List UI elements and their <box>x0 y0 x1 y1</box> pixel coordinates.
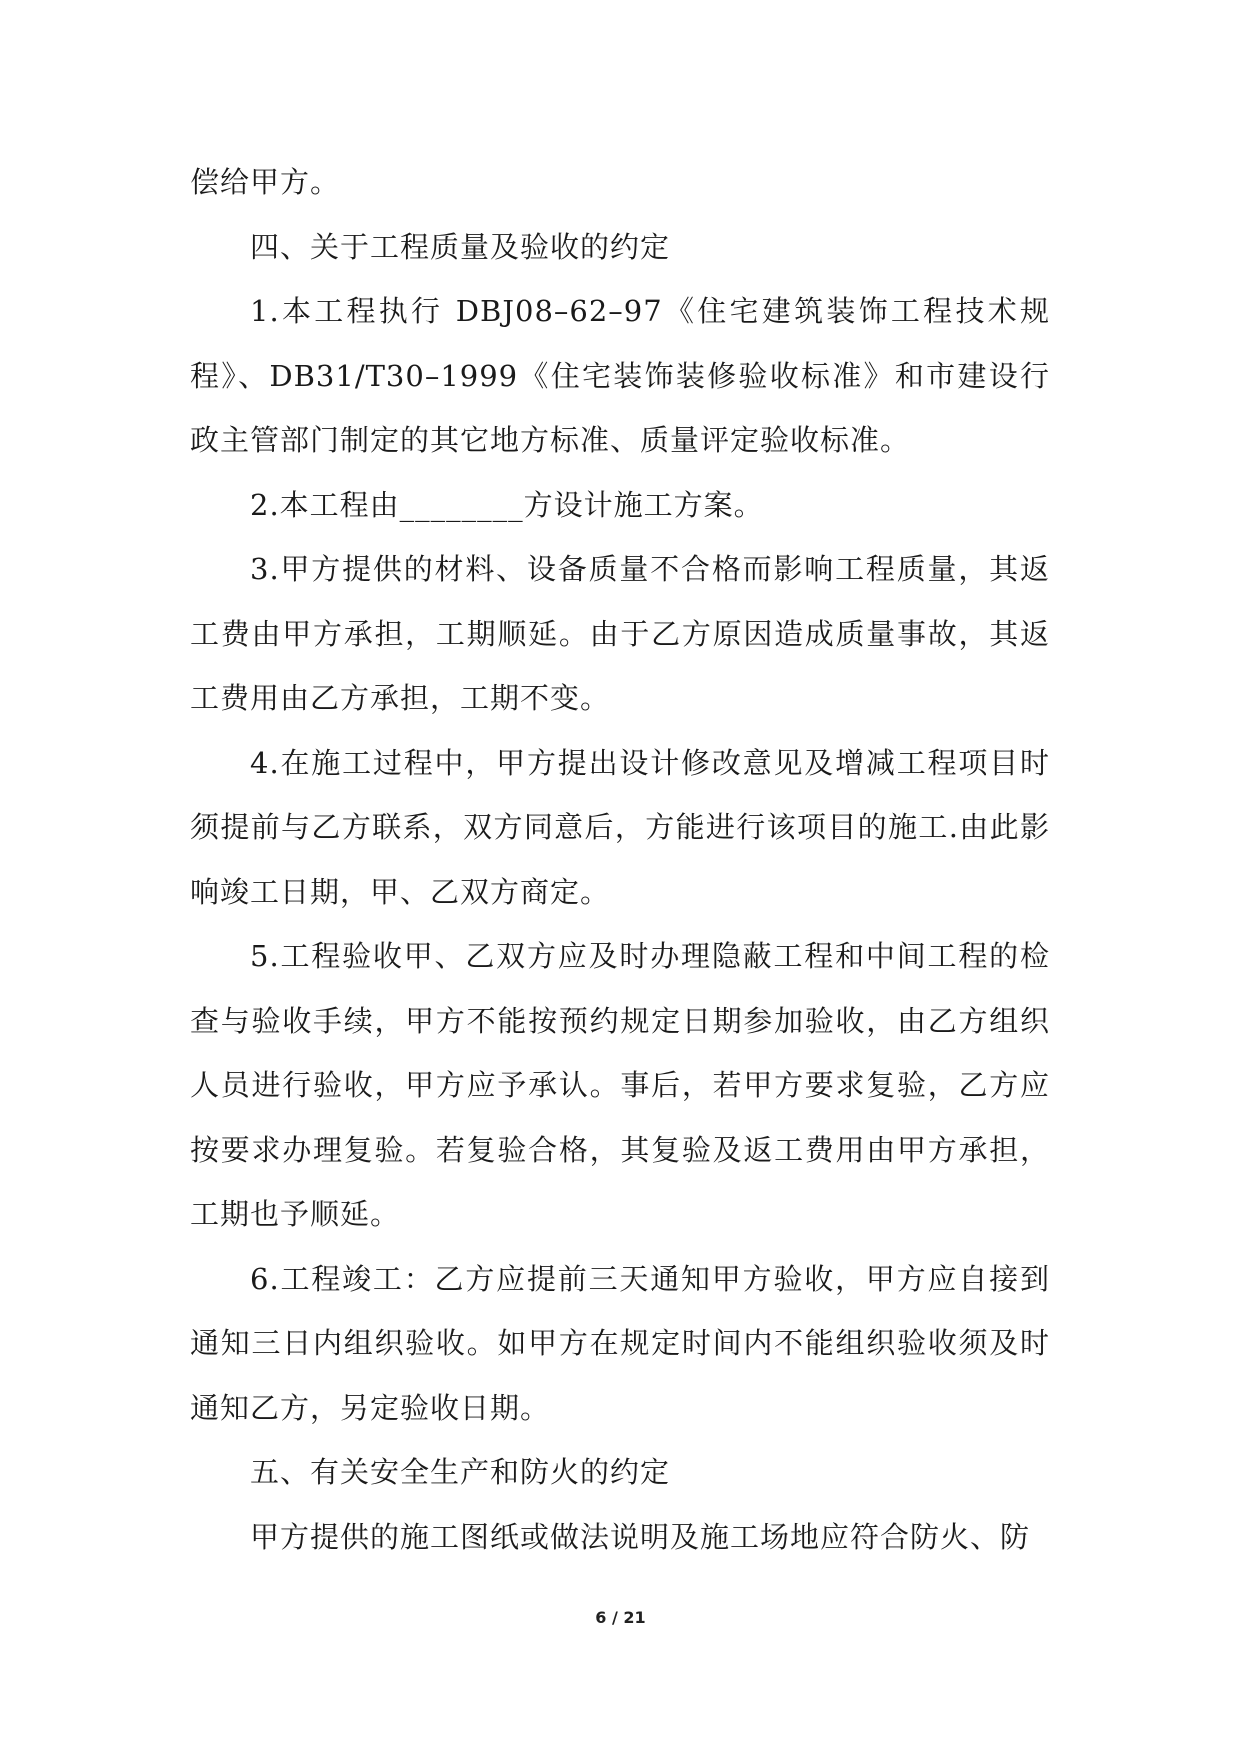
page-number: 6 / 21 <box>595 1608 646 1627</box>
clause-2-design-party: 2.本工程由________方设计施工方案。 <box>250 487 764 522</box>
clause-5-inspection: 5.工程验收甲、乙双方应及时办理隐蔽工程和中间工程的检查与验收手续，甲方不能按预约规定日期参加验收，由乙方组织人员进行验收，甲方应予承认。事后，若甲方要求复验，乙方应按要求办理复验。若复验合格，其复验及返工费用由甲方承担，工期也予顺延。 <box>190 939 1050 1231</box>
section-heading-quality-acceptance: 四、关于工程质量及验收的约定 <box>250 229 671 264</box>
document-body <box>190 150 1050 1569</box>
section-heading-safety-fire: 五、有关安全生产和防火的约定 <box>250 1455 671 1489</box>
paragraph-continuation: 偿给甲方。 <box>190 165 341 199</box>
clause-3-material-quality: 3.甲方提供的材料、设备质量不合格而影响工程质量，其返工费由甲方承担，工期顺延。由于乙方原因造成质量事故，其返工费用由乙方承担，工期不变。 <box>190 552 1050 715</box>
clause-4-design-changes: 4.在施工过程中，甲方提出设计修改意见及增减工程项目时须提前与乙方联系，双方同意后，方能进行该项目的施工.由此影响竣工日期，甲、乙双方商定。 <box>190 745 1050 909</box>
clause-1-standards: 1.本工程执行 DBJ08–62–97《住宅建筑装饰工程技术规程》、DB31/T30–1999《住宅装饰装修验收标准》和市建设行政主管部门制定的其它地方标准、质量评定验收标准。 <box>190 294 1050 457</box>
paragraph-fire-safety: 甲方提供的施工图纸或做法说明及施工场地应符合防火、防 <box>250 1519 1031 1554</box>
clause-6-completion: 6.工程竣工：乙方应提前三天通知甲方验收，甲方应自接到通知三日内组织验收。如甲方在规定时间内不能组织验收须及时通知乙方，另定验收日期。 <box>190 1261 1050 1425</box>
